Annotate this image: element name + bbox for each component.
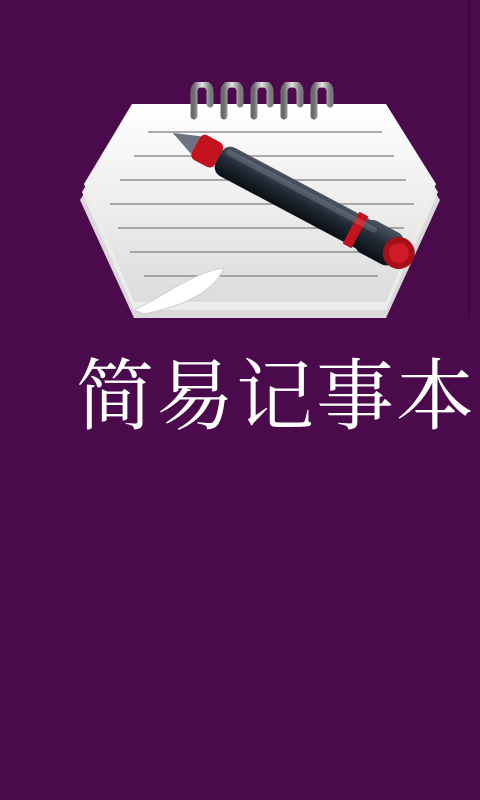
app-title: 简易记事本 [76,352,477,442]
paper-stack [80,104,440,318]
notepad-pen-icon [74,82,446,324]
edge-divider [468,0,470,318]
